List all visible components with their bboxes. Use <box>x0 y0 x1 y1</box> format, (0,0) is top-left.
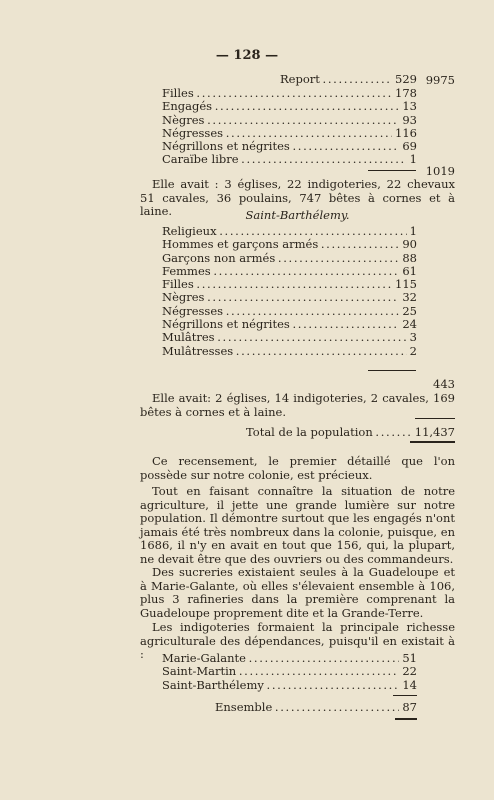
table-3 <box>162 652 417 692</box>
table-row: Hommes et garçons armés . . . 90 <box>162 238 417 251</box>
ensemble-double-rule <box>395 718 417 720</box>
table-row: Femmes . . . 61 <box>162 265 417 278</box>
table-row: Saint-Barthélemy . . . 14 <box>162 679 417 692</box>
table-row: Mulâtres . . . 3 <box>162 331 417 344</box>
table-row: Négrillons et négrites . . . 69 <box>162 140 417 153</box>
ensemble-label: Ensemble . . . <box>215 700 417 714</box>
page-number: — 128 — <box>215 48 279 63</box>
paragraph: Elle avait: 2 églises, 14 indigoteries, 2 cavales, 169 bêtes à cornes et à laine. <box>140 391 455 419</box>
section-title: Saint-Barthélemy. <box>245 208 350 222</box>
subtotal-rule <box>368 370 416 371</box>
ensemble-row <box>215 700 417 714</box>
ensemble-rule <box>393 695 417 696</box>
population-total-label: Total de la population . . . <box>246 425 455 439</box>
table-row: Filles . . . 178 <box>162 87 417 100</box>
table-row: Religieux . . . 1 <box>162 225 417 238</box>
table-row: Garçons non armés . . . 88 <box>162 252 417 265</box>
total-rule <box>415 418 455 419</box>
table-row: Négrillons et négrites . . . 24 <box>162 318 417 331</box>
population-total-row <box>246 425 455 439</box>
report-label: Report . . . <box>280 73 417 86</box>
table-row: Nègres . . . 32 <box>162 291 417 304</box>
report-row <box>280 73 417 86</box>
table-row: Caraïbe libre . . . 1 <box>162 153 417 166</box>
table-row: Nègres . . . 93 <box>162 114 417 127</box>
paragraph: Tout en faisant connaître la situation de notre agriculture, il jette une grande lumière sur notre population. Il démontre surtout que les engagés n'ont jamais été très nombreux dans la colonie, puisque, en 1686, il n'y en avait en tout que 156, qui, la plupart, ne devait être que des ouvriers ou des commandeurs. <box>140 484 455 566</box>
table-row: Marie-Galante . . . 51 <box>162 652 417 665</box>
total-double-rule <box>410 441 455 443</box>
table-row: Engagés . . . 13 <box>162 100 417 113</box>
table-1 <box>162 87 417 167</box>
subtotal-1: 1019 <box>425 164 455 178</box>
subtotal-2: 443 <box>433 377 455 391</box>
table-row: Négresses . . . 25 <box>162 305 417 318</box>
table-row: Saint-Martin . . . 22 <box>162 665 417 678</box>
table-row: Mulâtresses . . . 2 <box>162 345 417 358</box>
report-value: 529 <box>392 73 417 86</box>
paragraph: Ce recensement, le premier détaillé que l'on possède sur notre colonie, est précieux. <box>140 454 455 482</box>
report-running-total: 9975 <box>425 73 455 87</box>
population-total-value: 11,437 <box>412 425 455 439</box>
table-row: Filles . . . 115 <box>162 278 417 291</box>
table-row: Négresses . . . 116 <box>162 127 417 140</box>
ensemble-value: 87 <box>399 700 417 714</box>
paragraph: Des sucreries existaient seules à la Guadeloupe et à Marie-Galante, où elles s'élevaient ensemble à 106, plus 3 rafineries dans la première comprenant la Guadeloupe proprement dite et la Grande-Terre. <box>140 565 455 620</box>
paragraph: Elle avait : 3 églises, 22 indigoteries, 22 chevaux 51 cavales, 36 poulains, 747 bêtes à cornes et à laine. <box>140 177 455 219</box>
paragraph: Les indigoteries formaient la principale richesse agriculturale des dépendances, puisqu'il en existait à : <box>140 620 455 662</box>
table-2 <box>162 225 417 358</box>
